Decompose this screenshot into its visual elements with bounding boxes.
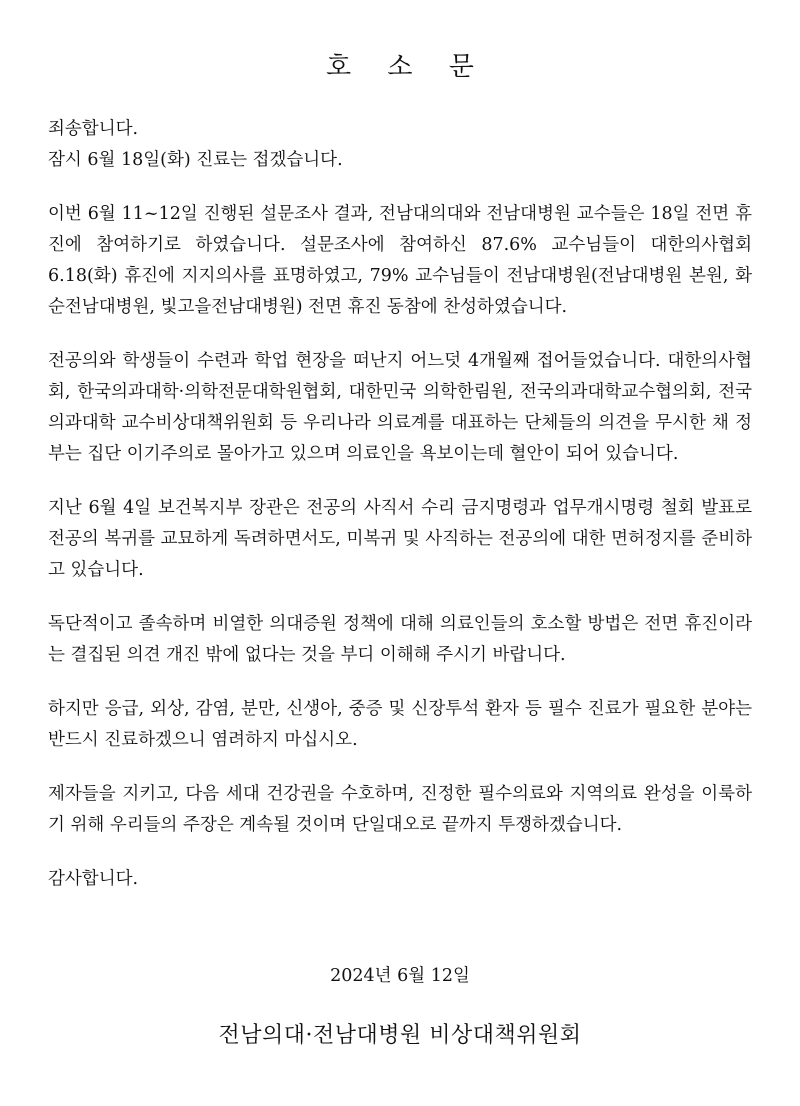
- paragraph-ministry-announcement: 지난 6월 4일 보건복지부 장관은 전공의 사직서 수리 금지명령과 업무개시명령 철회 발표로 전공의 복귀를 교묘하게 독려하면서도, 미복귀 및 사직하는 전공의에 대한 면허정지를 준비하고 있습니다.: [48, 498, 752, 580]
- paragraph-survey-results: 이번 6월 11~12일 진행된 설문조사 결과, 전남대의대와 전남대병원 교수들은 18일 전면 휴진에 참여하기로 하였습니다. 설문조사에 참여하신 87.6% 교수님들이 대한의사협회 6.18(화) 휴진에 지지의사를 표명하였고, 79% 교수님들이 전남대병원(전남대병원 본원, 화순전남대병원, 빛고을전남대병원) 전면 휴진 동참에 찬성하였습니다.: [48, 204, 752, 317]
- greeting-line-apology: 죄송합니다.: [48, 119, 139, 139]
- paragraph-commitment: 제자들을 지키고, 다음 세대 건강권을 수호하며, 진정한 필수의료와 지역의료 완성을 이룩하기 위해 우리들의 주장은 계속될 것이며 단일대오로 끝까지 투쟁하겠습니다.: [48, 784, 752, 835]
- document-body: [48, 114, 752, 918]
- document-signature: 전남의대·전남대병원 비상대책위원회: [218, 1023, 582, 1048]
- document-title: 호 소 문: [326, 52, 488, 82]
- paragraph-residents-students: 전공의와 학생들이 수련과 학업 현장을 떠난지 어느덧 4개월째 접어들었습니다. 대한의사협회, 한국의과대학·의학전문대학원협회, 대한민국 의학한림원, 전국의과대학교수협의회, 전국의과대학 교수비상대책위원회 등 우리나라 의료계를 대표하는 단체들의 의견을 무시한 채 정부는 집단 이기주의로 몰아가고 있으며 의료인을 욕보이는데 혈안이 되어 있습니다.: [48, 351, 752, 464]
- paragraph-appeal: 독단적이고 졸속하며 비열한 의대증원 정책에 대해 의료인들의 호소할 방법은 전면 휴진이라는 결집된 의견 개진 밖에 없다는 것을 부디 이해해 주시기 바랍니다.: [48, 614, 752, 665]
- document-date: 2024년 6월 12일: [330, 966, 470, 986]
- greeting-line-closure-notice: 잠시 6월 18일(화) 진료는 접겠습니다.: [48, 150, 343, 170]
- paragraph-essential-care: 하지만 응급, 외상, 감염, 분만, 신생아, 중증 및 신장투석 환자 등 필수 진료가 필요한 분야는 반드시 진료하겠으니 염려하지 마십시오.: [48, 699, 752, 750]
- closing-thanks: 감사합니다.: [48, 869, 139, 889]
